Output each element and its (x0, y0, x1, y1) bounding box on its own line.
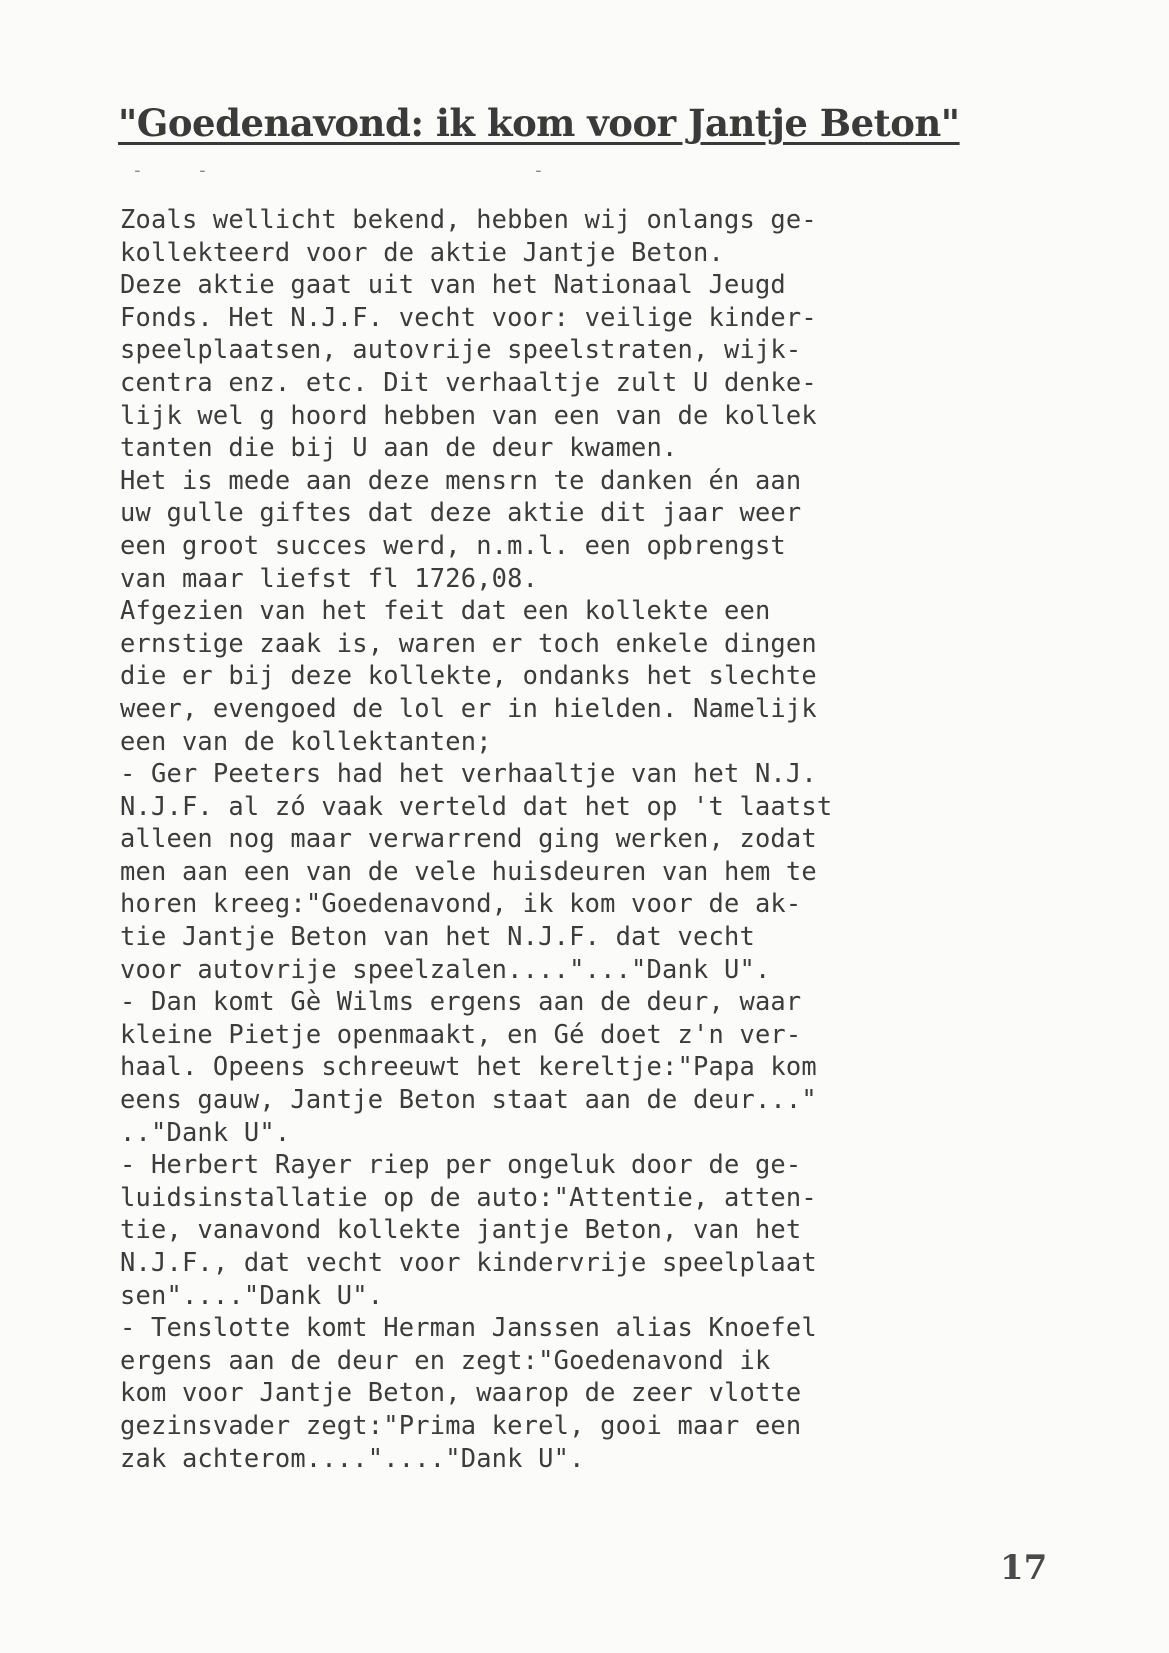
body-line: Het is mede aan deze mensrn te danken én aan (120, 464, 802, 495)
body-line: sen"...."Dank U". (120, 1279, 384, 1310)
page-number: 17 (1000, 1548, 1048, 1588)
title-underline-dashes: - - - (132, 160, 544, 181)
body-line: die er bij deze kollekte, ondanks het slechte (120, 660, 817, 691)
body-line: .."Dank U". (120, 1116, 291, 1147)
body-line: - Tenslotte komt Herman Janssen alias Knoefel (120, 1312, 817, 1343)
body-line: lijk wel g hoord hebben van een van de kollek (120, 399, 817, 430)
body-line: alleen nog maar verwarrend ging werken, zodat (120, 823, 817, 854)
body-line: zak achterom...."...."Dank U". (120, 1442, 585, 1473)
body-line: - Ger Peeters had het verhaaltje van het N.J. (120, 758, 817, 789)
body-line: Deze aktie gaat uit van het Nationaal Jeugd (120, 269, 786, 300)
body-line: gezinsvader zegt:"Prima kerel, gooi maar een (120, 1409, 802, 1440)
body-line: weer, evengoed de lol er in hielden. Namelijk (120, 692, 817, 723)
body-line: - Dan komt Gè Wilms ergens aan de deur, waar (120, 986, 802, 1017)
body-line: van maar liefst fl 1726,08. (120, 562, 539, 593)
article-title: "Goedenavond: ik kom voor Jantje Beton" (118, 101, 960, 145)
body-line: tie, vanavond kollekte jantje Beton, van het (120, 1214, 802, 1245)
body-line: tie Jantje Beton van het N.J.F. dat vecht (120, 921, 755, 952)
body-line: luidsinstallatie op de auto:"Attentie, atten- (120, 1181, 817, 1212)
body-line: kleine Pietje openmaakt, en Gé doet z'n ver- (120, 1018, 802, 1049)
article-body (120, 203, 1050, 1474)
body-line: eens gauw, Jantje Beton staat aan de deur..." (120, 1084, 817, 1115)
body-line: haal. Opeens schreeuwt het kereltje:"Papa kom (120, 1051, 817, 1082)
body-line: N.J.F., dat vecht voor kindervrije speelplaat (120, 1247, 817, 1277)
body-line: centra enz. etc. Dit verhaaltje zult U denke- (120, 366, 817, 397)
body-line: ernstige zaak is, waren er toch enkele dingen (120, 627, 817, 658)
body-line: kollekteerd voor de aktie Jantje Beton. (120, 236, 724, 267)
body-line: Fonds. Het N.J.F. vecht voor: veilige kinder- (120, 301, 817, 332)
body-line: ergens aan de deur en zegt:"Goedenavond ik (120, 1344, 771, 1375)
body-line: kom voor Jantje Beton, waarop de zeer vlotte (120, 1377, 802, 1408)
body-line: - Herbert Rayer riep per ongeluk door de ge- (120, 1149, 802, 1180)
body-line: Zoals wellicht bekend, hebben wij onlangs ge- (120, 204, 817, 234)
body-line: speelplaatsen, autovrije speelstraten, wijk- (120, 334, 802, 365)
body-line: een van de kollektanten; (120, 725, 492, 756)
body-line: voor autovrije speelzalen...."..."Dank U". (120, 953, 771, 984)
body-line: Afgezien van het feit dat een kollekte een (120, 595, 771, 626)
body-line: men aan een van de vele huisdeuren van hem te (120, 855, 817, 886)
body-line: tanten die bij U aan de deur kwamen. (120, 432, 678, 463)
body-line: N.J.F. al zó vaak verteld dat het op 't laatst (120, 790, 833, 821)
body-line: een groot succes werd, n.m.l. een opbrengst (120, 529, 786, 560)
body-line: uw gulle giftes dat deze aktie dit jaar weer (120, 497, 802, 528)
body-line: horen kreeg:"Goedenavond, ik kom voor de ak- (120, 888, 802, 919)
